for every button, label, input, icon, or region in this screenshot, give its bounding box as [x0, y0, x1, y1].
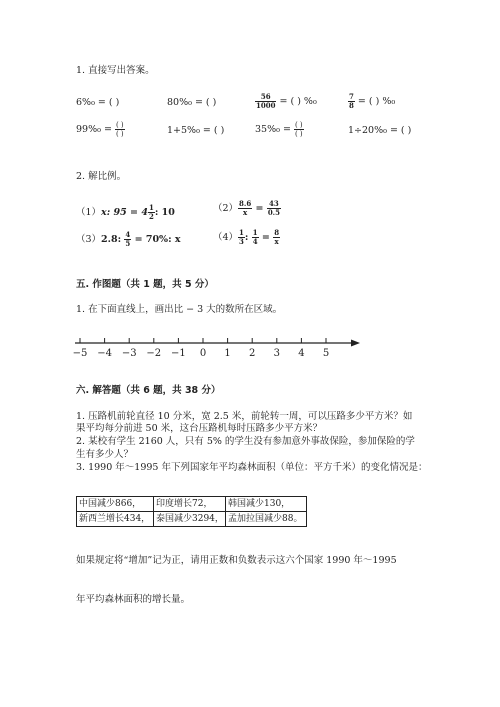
q1-heading: 1. 直接写出答案。 — [76, 65, 155, 76]
table-cell: 韩国减少130， — [225, 496, 307, 512]
number-line-tick-label: −5 — [72, 348, 88, 359]
q1-item-7: 35%₀ = $\frac{( )}{( )}$ — [255, 121, 303, 138]
section6-followup-line2: 年平均森林面积的增长量。 — [76, 594, 191, 605]
number-line-tick-label: 0 — [199, 348, 207, 359]
q2-item-3: （3）2.8: $\frac{4}{5}$ = 70%: x — [76, 230, 181, 248]
section6-q2-line1: 2. 某校有学生 2160 人，只有 5% 的学生没有参加意外事故保险，参加保险的学 — [76, 436, 415, 447]
section6-q3: 3. 1990 年～1995 年下列国家年平均森林面积（单位：平方千米）的变化情况是： — [76, 462, 428, 473]
section6-title: 六. 解答题（共 6 题，共 38 分） — [76, 385, 221, 396]
number-line-tick-label: 2 — [249, 348, 256, 359]
section6-q2-line2: 生有多少人？ — [76, 449, 134, 460]
q1-item-5: 99%₀ = $\frac{( )}{( )}$ — [76, 121, 124, 138]
q2-item-2: （2） $\frac{8.6}{x}$ = $\frac{43}{0.5}$ — [213, 199, 280, 217]
section6-q1-line2: 果平均每分前进 50 米，这台压路机每时压路多少平方米？ — [76, 423, 323, 434]
q2-item-1: （1）x: 95 = 4 $\frac{1}{2}$ : 10 — [76, 203, 175, 221]
number-line-arrow — [351, 340, 360, 347]
number-line-tick-label: −1 — [171, 348, 186, 359]
section6-q1-line1: 1. 压路机前轮直径 10 分米，宽 2.5 米，前轮转一周，可以压路多少平方米？如 — [76, 411, 413, 422]
q1-item-8: 1÷20%₀ = ( ) — [348, 125, 412, 136]
number-line-tick-label: −4 — [97, 348, 112, 359]
number-line-tick-label: 1 — [224, 348, 231, 359]
section5-title: 五. 作图题（共 1 题，共 5 分） — [76, 279, 214, 290]
q2-heading: 2. 解比例。 — [76, 171, 127, 182]
q1-item-2: 80%₀ = ( ) — [167, 97, 217, 108]
table-cell: 泰国减少3294， — [153, 511, 226, 527]
number-line-tick-label: 4 — [298, 348, 305, 359]
q1-item-3: $\frac{56}{1000}$ = ( ) %₀ — [256, 92, 317, 110]
q1-item-4: $\frac{7}{8}$ = ( ) %₀ — [349, 92, 396, 110]
table-cell: 新西兰增长434， — [76, 511, 154, 527]
q2-item-4: （4） $\frac{1}{3}$ : $\frac{1}{4}$ = $\frac{8}{x}$ — [213, 228, 280, 246]
number-line-tick-label: 3 — [273, 348, 280, 359]
table-cell: 孟加拉国减少88。 — [225, 511, 307, 527]
table-cell: 中国减少866， — [76, 496, 154, 512]
number-line-tick-label: −3 — [121, 348, 137, 359]
q1-item-1: 6%₀ = ( ) — [76, 97, 120, 108]
number-line — [70, 330, 370, 360]
number-line-tick-label: −2 — [146, 348, 162, 359]
table-cell: 印度增长72， — [153, 496, 226, 512]
number-line-tick-label: 5 — [322, 348, 330, 359]
q1-item-6: 1+5%₀ = ( ) — [167, 125, 225, 136]
section6-followup-line1: 如果规定将“增加”记为正，请用正数和负数表示这六个国家 1990 年～1995 — [76, 555, 397, 566]
section5-q1: 1. 在下面直线上，画出比 − 3 大的数所在区域。 — [76, 304, 283, 315]
